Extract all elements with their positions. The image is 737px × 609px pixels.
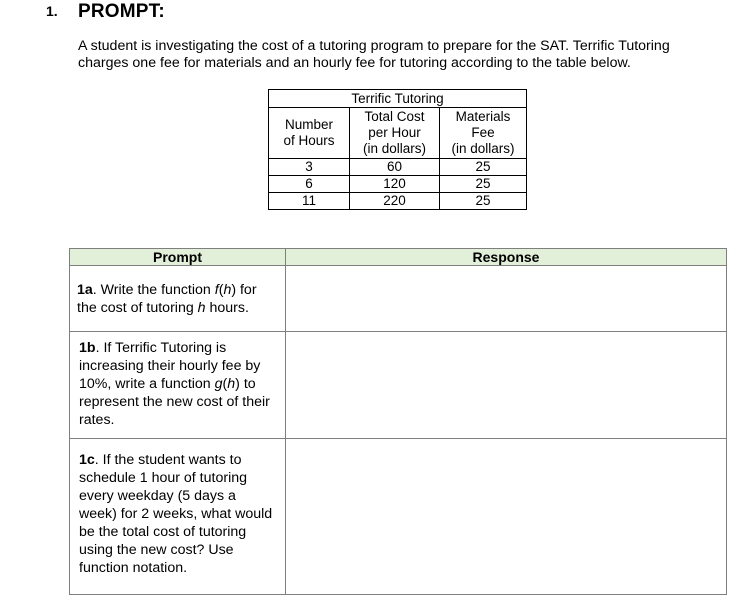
tutoring-data-table <box>268 89 527 210</box>
prompt-cell <box>70 332 286 439</box>
cell-cost: 60 <box>350 159 440 176</box>
prompt-row-1b <box>70 332 727 439</box>
response-cell-1c[interactable] <box>286 439 727 595</box>
question-number: 1. <box>46 3 58 19</box>
response-cell-1b[interactable] <box>286 332 727 439</box>
cell-hours: 6 <box>269 176 350 193</box>
cell-hours: 11 <box>269 193 350 210</box>
header-total-cost-per-hour: Total Cost per Hour (in dollars) <box>350 108 440 159</box>
prompt-text-1b: 1b. If Terrific Tutoring is increasing their hourly fee by 10%, write a function g(h) to represent the new cost of their rates. <box>79 340 270 428</box>
table-caption: Terrific Tutoring <box>269 90 527 108</box>
cell-cost: 120 <box>350 176 440 193</box>
cell-fee: 25 <box>440 176 527 193</box>
prompt-text-1a: 1a. Write the function f(h) for the cost of tutoring h hours. <box>77 282 257 316</box>
table-row <box>269 176 527 193</box>
prompt-text-1c: 1c. If the student wants to schedule 1 hour of tutoring every weekday (5 days a week) for 2 weeks, what would be the total cost of tutoring using the new cost? Use function notation. <box>79 452 273 576</box>
cell-fee: 25 <box>440 159 527 176</box>
prompt-response-table <box>69 248 727 595</box>
column-header-prompt: Prompt <box>70 249 286 266</box>
column-header-response: Response <box>286 249 727 266</box>
header-materials-fee: Materials Fee (in dollars) <box>440 108 527 159</box>
intro-paragraph: A student is investigating the cost of a tutoring program to prepare for the SAT. Terrific Tutoring charges one fee for materials and an hourly fee for tutoring according to the table below. <box>78 38 670 71</box>
table-row <box>269 193 527 210</box>
prompt-row-1c <box>70 439 727 595</box>
header-number-of-hours: Number of Hours <box>269 108 350 159</box>
cell-cost: 220 <box>350 193 440 210</box>
table-row <box>269 159 527 176</box>
response-cell-1a[interactable] <box>286 266 727 332</box>
prompt-cell <box>70 266 286 332</box>
cell-fee: 25 <box>440 193 527 210</box>
prompt-row-1a <box>70 266 727 332</box>
prompt-heading: PROMPT: <box>78 1 165 22</box>
cell-hours: 3 <box>269 159 350 176</box>
prompt-cell <box>70 439 286 595</box>
